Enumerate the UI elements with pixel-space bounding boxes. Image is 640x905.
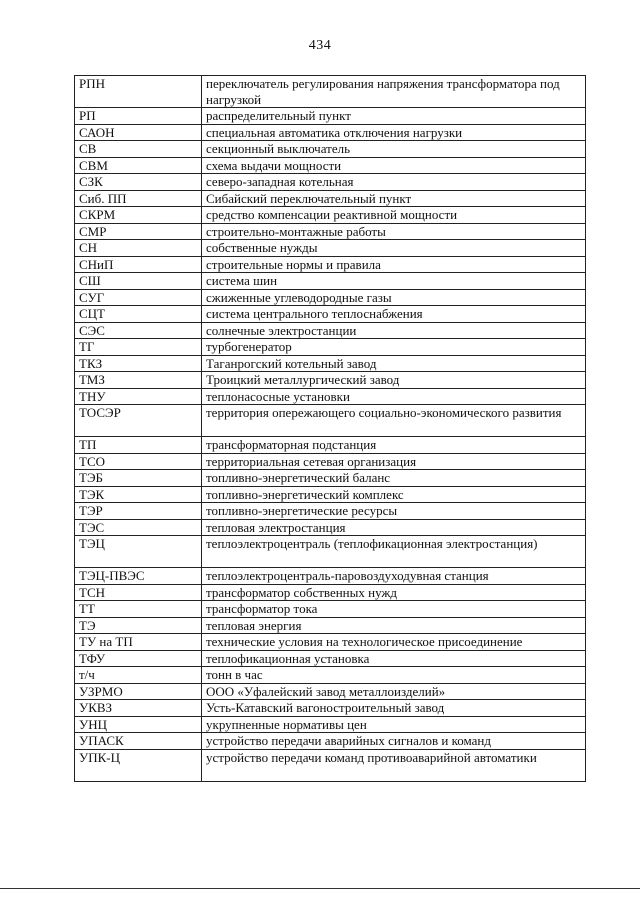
abbreviation-cell: СВ	[75, 141, 202, 158]
table-row	[75, 108, 586, 125]
table-row	[75, 486, 586, 503]
abbreviation-cell: ТТ	[75, 601, 202, 618]
abbreviation-cell: САОН	[75, 124, 202, 141]
definition-cell: теплофикационная установка	[202, 650, 586, 667]
abbreviation-cell: ТСН	[75, 584, 202, 601]
table-row	[75, 519, 586, 536]
abbreviation-cell: ТСО	[75, 453, 202, 470]
abbreviation-cell: УКВЗ	[75, 700, 202, 717]
table-row	[75, 306, 586, 323]
definition-cell: трансформаторная подстанция	[202, 437, 586, 454]
abbreviation-cell: ТМЗ	[75, 372, 202, 389]
abbreviation-cell: ТКЗ	[75, 355, 202, 372]
definition-cell: Таганрогский котельный завод	[202, 355, 586, 372]
abbreviation-cell: ТЭЦ-ПВЭС	[75, 568, 202, 585]
definition-cell: теплоэлектроцентраль-паровоздуходувная станция	[202, 568, 586, 585]
table-row	[75, 141, 586, 158]
abbreviation-cell: РП	[75, 108, 202, 125]
table-row	[75, 667, 586, 684]
abbreviation-cell: ТЭ	[75, 617, 202, 634]
definition-cell: Троицкий металлургический завод	[202, 372, 586, 389]
abbreviation-cell: ТП	[75, 437, 202, 454]
table-row	[75, 289, 586, 306]
abbreviation-cell: РПН	[75, 76, 202, 108]
abbreviation-cell: СУГ	[75, 289, 202, 306]
table-row	[75, 240, 586, 257]
abbreviation-cell: ТЭК	[75, 486, 202, 503]
abbreviation-cell: ТЭС	[75, 519, 202, 536]
table-row	[75, 568, 586, 585]
abbreviation-cell: УПК-Ц	[75, 749, 202, 781]
definition-cell: сжиженные углеводородные газы	[202, 289, 586, 306]
page-number: 434	[308, 38, 332, 53]
table-row	[75, 273, 586, 290]
table-row	[75, 650, 586, 667]
abbreviation-cell: УНЦ	[75, 716, 202, 733]
definition-cell: теплонасосные установки	[202, 388, 586, 405]
abbreviation-cell: СЗК	[75, 174, 202, 191]
definition-cell: топливно-энергетический комплекс	[202, 486, 586, 503]
table-row	[75, 223, 586, 240]
table-row	[75, 470, 586, 487]
abbreviation-cell: СКРМ	[75, 207, 202, 224]
definition-cell: система шин	[202, 273, 586, 290]
definition-cell: устройство передачи команд противоаварийной автоматики	[202, 749, 586, 781]
table-row	[75, 174, 586, 191]
definition-cell: Сибайский переключательный пункт	[202, 190, 586, 207]
table-row	[75, 683, 586, 700]
definition-cell: территориальная сетевая организация	[202, 453, 586, 470]
table-row	[75, 124, 586, 141]
definition-cell: система центрального теплоснабжения	[202, 306, 586, 323]
definition-cell: теплоэлектроцентраль (теплофикационная электростанция)	[202, 536, 586, 568]
table-row	[75, 733, 586, 750]
definition-cell: укрупненные нормативы цен	[202, 716, 586, 733]
abbreviation-cell: ТЭЦ	[75, 536, 202, 568]
definition-cell: распределительный пункт	[202, 108, 586, 125]
abbreviation-cell: СМР	[75, 223, 202, 240]
definition-cell: трансформатор собственных нужд	[202, 584, 586, 601]
definition-cell: строительно-монтажные работы	[202, 223, 586, 240]
abbreviation-cell: ТЭБ	[75, 470, 202, 487]
definition-cell: турбогенератор	[202, 339, 586, 356]
definition-cell: тонн в час	[202, 667, 586, 684]
definition-cell: секционный выключатель	[202, 141, 586, 158]
definition-cell: территория опережающего социально-экономического развития	[202, 405, 586, 437]
definition-cell: тепловая энергия	[202, 617, 586, 634]
table-row	[75, 372, 586, 389]
definition-cell: переключатель регулирования напряжения трансформатора под нагрузкой	[202, 76, 586, 108]
table-row	[75, 405, 586, 437]
definition-cell: устройство передачи аварийных сигналов и команд	[202, 733, 586, 750]
definition-cell: топливно-энергетические ресурсы	[202, 503, 586, 520]
definition-cell: трансформатор тока	[202, 601, 586, 618]
abbreviation-cell: УПАСК	[75, 733, 202, 750]
abbreviation-cell: ТУ на ТП	[75, 634, 202, 651]
definition-cell: тепловая электростанция	[202, 519, 586, 536]
abbreviation-cell: СЭС	[75, 322, 202, 339]
abbreviation-cell: СШ	[75, 273, 202, 290]
table-row	[75, 157, 586, 174]
table-row	[75, 453, 586, 470]
definition-cell: технические условия на технологическое присоединение	[202, 634, 586, 651]
abbreviation-cell: УЗРМО	[75, 683, 202, 700]
definition-cell: строительные нормы и правила	[202, 256, 586, 273]
table-row	[75, 388, 586, 405]
definition-cell: северо-западная котельная	[202, 174, 586, 191]
abbreviation-cell: СНиП	[75, 256, 202, 273]
abbreviations-table	[74, 75, 586, 782]
definition-cell: ООО «Уфалейский завод металлоизделий»	[202, 683, 586, 700]
table-row	[75, 207, 586, 224]
table-row	[75, 536, 586, 568]
definition-cell: собственные нужды	[202, 240, 586, 257]
abbreviation-cell: Сиб. ПП	[75, 190, 202, 207]
table-row	[75, 584, 586, 601]
definition-cell: средство компенсации реактивной мощности	[202, 207, 586, 224]
definition-cell: топливно-энергетический баланс	[202, 470, 586, 487]
abbreviation-cell: СН	[75, 240, 202, 257]
table-row	[75, 355, 586, 372]
table-row	[75, 749, 586, 781]
table-row	[75, 76, 586, 108]
table-row	[75, 617, 586, 634]
abbreviation-cell: ТОСЭР	[75, 405, 202, 437]
table-row	[75, 322, 586, 339]
abbreviation-cell: ТНУ	[75, 388, 202, 405]
table-row	[75, 601, 586, 618]
definition-cell: солнечные электростанции	[202, 322, 586, 339]
table-row	[75, 503, 586, 520]
table-row	[75, 437, 586, 454]
table-row	[75, 339, 586, 356]
abbreviation-cell: т/ч	[75, 667, 202, 684]
abbreviation-cell: СВМ	[75, 157, 202, 174]
definition-cell: схема выдачи мощности	[202, 157, 586, 174]
abbreviation-cell: СЦТ	[75, 306, 202, 323]
abbreviation-cell: ТГ	[75, 339, 202, 356]
table-row	[75, 716, 586, 733]
definition-cell: Усть-Катавский вагоностроительный завод	[202, 700, 586, 717]
abbreviation-cell: ТЭР	[75, 503, 202, 520]
table-row	[75, 190, 586, 207]
table-row	[75, 634, 586, 651]
table-row	[75, 700, 586, 717]
table-row	[75, 256, 586, 273]
abbreviation-cell: ТФУ	[75, 650, 202, 667]
definition-cell: специальная автоматика отключения нагрузки	[202, 124, 586, 141]
bottom-rule	[0, 888, 640, 889]
